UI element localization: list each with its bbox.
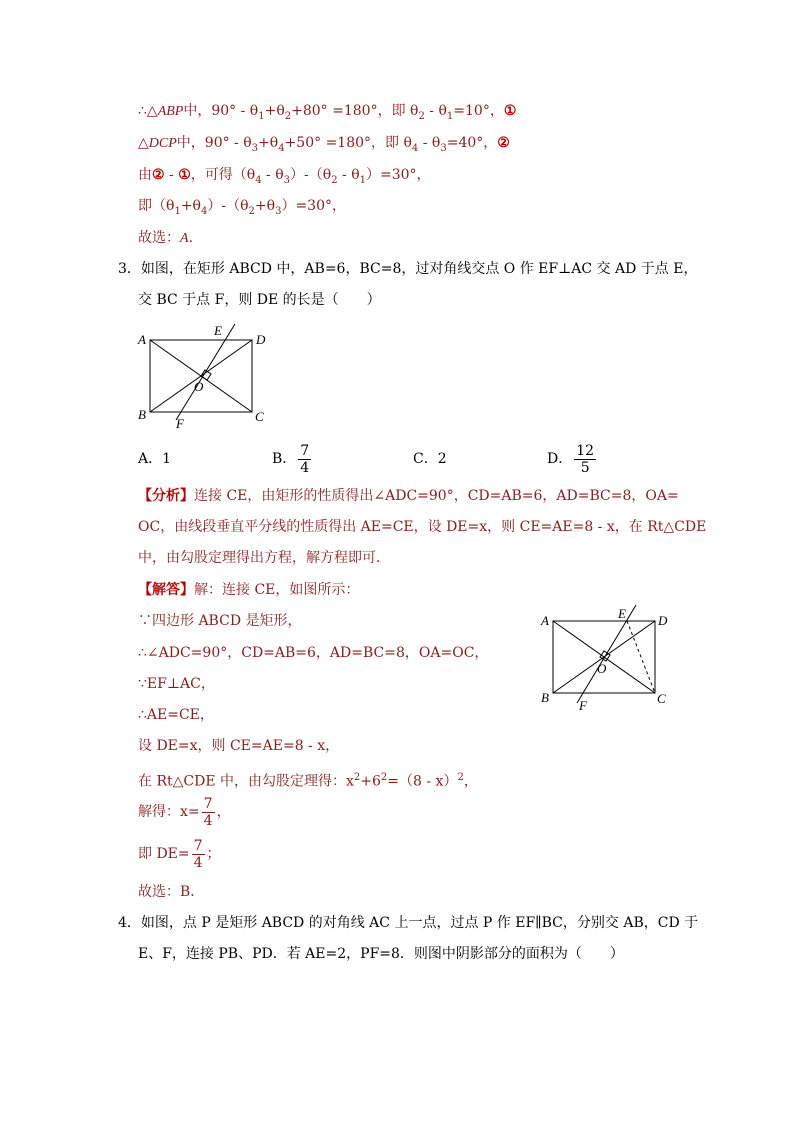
- label-D-2: D: [658, 613, 668, 628]
- label-O: O: [194, 379, 204, 394]
- label-C-2: C: [657, 691, 666, 706]
- solution-step-4: ∴AE=CE，: [138, 707, 214, 723]
- label-A-2: A: [541, 613, 549, 628]
- q3-figure: [130, 320, 280, 430]
- circle-1: ①: [503, 103, 517, 119]
- label-O-2: O: [597, 661, 607, 676]
- solution-pythagoras: 在 Rt△CDE 中，由勾股定理得：$x^2+6^2=(8 - x)^2$，: [138, 772, 478, 790]
- q3-stem-line-1: 3．如图，在矩形 ABCD 中，AB=6，BC=8，过对角线交点 O 作 EF⊥AC 交 AD 于点 E，: [118, 261, 698, 277]
- label-F: F: [176, 416, 184, 431]
- solution-step-1: ∵四边形 ABCD 是矩形，: [138, 613, 302, 629]
- analysis-tag: 【分析】: [138, 488, 194, 504]
- prev-line-2: △DCP中，$90^\circ - \theta_3+\theta_4+50^\circ =180^\circ$，即 $\theta_4 - \theta_3=40^\circ$，②: [138, 135, 510, 154]
- option-d: D． $\frac{12}{5}$: [547, 442, 595, 476]
- circle-2: ②: [497, 135, 510, 151]
- analysis-line-2: OC，由线段垂直平分线的性质得出 AE=CE，设 DE=x，则 CE=AE=8 - x，在 Rt△CDE: [138, 519, 707, 535]
- q4-stem-line-1: 4．如图，点 P 是矩形 ABCD 的对角线 AC 上一点，过点 P 作 EF∥BC，分别交 AB，CD 于: [118, 915, 699, 931]
- q3-solution-figure: [535, 603, 685, 715]
- line-ef: [176, 324, 235, 420]
- prev-line-1: ∴△ABP中，$90^\circ - \theta_1+\theta_2+80^\circ =180^\circ$，即 $\theta_2 - \theta_1=10^\circ$，①: [138, 103, 517, 122]
- option-a: A．1: [138, 451, 172, 467]
- label-D: D: [256, 332, 266, 347]
- analysis-line-1: 【分析】连接 CE，由矩形的性质得出∠ADC=90°，CD=AB=6，AD=BC=8，OA=: [138, 488, 679, 504]
- solution-step-2: ∴∠ADC=90°，CD=AB=6，AD=BC=8，OA=OC，: [138, 645, 489, 661]
- solution-intro: 【解答】解：连接 CE，如图所示：: [138, 582, 360, 598]
- q4-stem-line-2: E、F，连接 PB、PD．若 AE=2，PF=8．则图中阴影部分的面积为（ ）: [138, 946, 624, 962]
- solution-de: 即 DE= $\frac{7}{4}$ ；: [138, 837, 221, 871]
- solution-step-3: ∵EF⊥AC，: [138, 676, 215, 692]
- prev-answer: 故选：A.: [138, 230, 194, 246]
- label-C: C: [255, 409, 264, 424]
- line-ef-2: [577, 605, 636, 703]
- analysis-line-3: 中，由勾股定理得出方程，解方程即可．: [138, 550, 390, 566]
- label-B: B: [138, 407, 146, 422]
- prev-line-4: 即$(\theta_1+\theta_4)-(\theta_2+\theta_3)=30^\circ$，: [138, 198, 346, 217]
- label-B-2: B: [541, 690, 549, 705]
- q3-stem-line-2: 交 BC 于点 F，则 DE 的长是（ ）: [138, 292, 381, 308]
- option-c: C．2: [413, 451, 447, 467]
- label-F-2: F: [579, 698, 587, 713]
- label-A: A: [138, 332, 146, 347]
- option-b: B． $\frac{7}{4}$: [272, 442, 310, 476]
- label-E: E: [214, 323, 222, 338]
- solution-solve: 解得：x= $\frac{7}{4}$ ，: [138, 795, 231, 829]
- label-E-2: E: [618, 606, 626, 621]
- dashed-ce: [627, 621, 655, 693]
- solution-step-5: 设 DE=x，则 CE=AE=8 - x，: [138, 738, 340, 754]
- solution-tag: 【解答】: [138, 582, 194, 598]
- prev-line-3: 由② - ①，可得$(\theta_4 - \theta_3)-(\theta_2 - \theta_1)=30^\circ$，: [138, 167, 431, 186]
- solution-answer: 故选：B．: [138, 884, 205, 900]
